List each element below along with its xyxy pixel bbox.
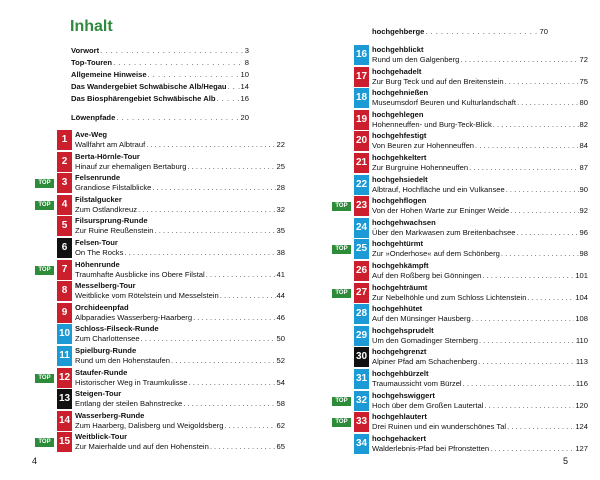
tour-entry[interactable] [35,152,283,172]
leader-dots [510,206,578,216]
tour-subtitle-row [75,291,285,301]
tour-subtitle: Zur Nebelhöhle und zum Schloss Lichtenstein [372,292,527,302]
tour-number-badge: 31 [354,369,369,389]
toc-row[interactable] [71,94,249,104]
top-badge: TOP [35,374,54,383]
tour-subtitle-row [372,77,588,87]
tour-subtitle-row [75,205,285,215]
top-badge: TOP [332,202,351,211]
tour-subtitle-row [75,334,285,344]
toc-row[interactable] [71,58,249,68]
tour-subtitle: Hinauf zur ehemaligen Bertaburg [75,161,187,171]
toc-row[interactable] [71,113,249,123]
tour-number-badge: 11 [57,346,72,366]
tour-entry[interactable] [35,303,283,323]
tour-entry[interactable] [332,412,586,432]
tour-title: hochgehhütet [372,304,423,314]
tour-page: 75 [579,76,588,86]
tour-title: hochgehträumt [372,282,428,292]
leader-dots [475,141,579,151]
tour-number-badge: 14 [57,411,72,431]
leader-dots [183,399,275,409]
tour-subtitle: Um den Gomadinger Sternberg [372,335,478,345]
tour-subtitle: Wallfahrt am Albtrauf [75,140,146,149]
tour-subtitle-row [75,356,285,366]
tour-title: Ave-Weg [75,130,108,139]
tour-entry[interactable] [332,67,586,87]
tour-title: Steigen-Tour [75,389,122,399]
toc-page: 16 [240,94,249,103]
tour-subtitle-row [75,378,285,388]
tour-entry[interactable] [35,324,283,344]
tour-entry[interactable] [332,110,586,130]
tour-title: hochgehsiedelt [372,174,428,184]
toc-page: 20 [240,113,249,122]
tour-entry[interactable] [35,195,283,215]
tour-entry[interactable] [332,153,586,173]
tour-subtitle: Zur »Onderhose« auf dem Schönberg [372,249,500,259]
leader-dots [100,46,244,56]
tour-entry[interactable] [332,326,586,346]
tour-page: 87 [579,163,588,172]
tour-subtitle: Rund um den Hohenstaufen [75,356,170,365]
tour-subtitle-row [75,162,285,172]
tour-number-badge: 13 [57,389,72,409]
tour-entry[interactable] [332,347,586,367]
tour-title: hochgehkeltert [372,153,427,162]
tour-subtitle: Traumhafte Ausblicke ins Obere Filstal [75,269,205,279]
tour-subtitle: Über den Markwasen zum Breitenbachsee [372,227,516,237]
tour-entry[interactable] [35,432,283,452]
tour-page: 62 [276,420,285,430]
tour-subtitle: Auf den Roßberg bei Gönningen [372,271,482,280]
tour-subtitle: Entlang der steilen Bahnstrecke [75,399,183,409]
top-badge: TOP [35,201,54,210]
tour-page: 52 [276,356,285,365]
leader-dots [484,401,574,411]
tour-page: 127 [575,443,588,453]
leader-dots [460,55,578,65]
tour-subtitle: Museumsdorf Beuren und Kulturlandschaft [372,98,516,108]
leader-dots [220,291,276,301]
tour-number-badge: 34 [354,434,369,454]
tour-subtitle: Alpiner Pfad am Schachenberg [372,357,478,367]
leader-dots [517,98,579,108]
toc-page: 14 [240,82,249,91]
leader-dots [505,77,579,87]
leader-dots [216,94,239,104]
leader-dots [490,444,574,454]
tour-page: 104 [575,292,588,302]
tour-title: hochgehnießen [372,88,429,98]
tour-subtitle-row [372,357,588,367]
tour-number-badge: 6 [57,238,72,258]
leader-dots [113,58,244,68]
tour-entry[interactable] [332,45,586,65]
leader-dots [478,357,575,367]
leader-dots [138,205,276,215]
tour-number-badge: 19 [354,110,369,130]
tour-number-badge: 24 [354,218,369,238]
tour-title: Berta-Hörnle-Tour [75,151,140,161]
tour-number-badge: 20 [354,131,369,151]
leader-dots [469,163,578,173]
tour-title: hochgehkämpft [372,261,429,270]
tour-subtitle-row [372,163,588,173]
tour-entry[interactable] [35,281,283,301]
toc-row[interactable] [71,70,249,80]
tour-page: 113 [575,357,588,367]
tour-number-badge: 3 [57,173,72,193]
toc-page: 10 [240,70,249,79]
tour-title: hochgehblickt [372,45,424,54]
tour-page: 54 [276,377,285,387]
tour-subtitle: Zum Ostlandkreuz [75,204,138,214]
tour-number-badge: 27 [354,283,369,303]
tour-page: 101 [575,271,588,280]
toc-row[interactable] [71,46,249,56]
leader-dots [507,422,574,432]
tour-subtitle: Zum Charlottensee [75,334,140,344]
tour-page: 22 [276,140,285,149]
tour-entry[interactable] [35,260,283,280]
top-badge: TOP [332,245,351,254]
tour-page: 38 [276,248,285,257]
tour-page: 116 [575,379,588,388]
tour-page: 46 [276,312,285,322]
tour-title: hochgehlegen [372,109,424,119]
tour-number-badge: 1 [57,130,72,150]
tour-subtitle: Von der Hohen Warte zur Eninger Weide [372,206,510,216]
tour-subtitle-row [372,98,588,108]
tour-page: 90 [579,184,588,194]
tour-subtitle-row [372,120,588,130]
top-badge: TOP [332,418,351,427]
top-badge: TOP [35,266,54,275]
leader-dots [479,336,575,346]
tour-subtitle: Hoch über dem Großen Lautertal [372,400,484,410]
tour-title: Weitblick-Tour [75,432,128,442]
tour-entry[interactable] [332,304,586,324]
tour-subtitle-row [372,336,588,346]
leader-dots [116,113,239,123]
tour-entry[interactable] [332,391,586,411]
tour-number-badge: 22 [354,175,369,195]
tour-number-badge: 10 [57,324,72,344]
tour-subtitle: Zum Haarberg, Dalisberg und Weigoldsberg [75,420,224,430]
tour-page: 44 [276,291,285,301]
tour-subtitle: Traumaussicht vom Bürzel [372,379,462,388]
tour-page: 80 [579,98,588,108]
tour-page: 96 [579,227,588,237]
tour-subtitle-row [372,379,588,389]
tour-title: hochgehfestigt [372,131,427,141]
tour-number-badge: 18 [354,88,369,108]
toc-label: Top-Touren [71,58,113,67]
leader-dots [517,228,579,238]
tour-subtitle: Zur Ruine Reußenstein [75,226,154,236]
tour-subtitle: Zur Maierhalde und auf den Hohenstein [75,442,209,452]
leader-dots [189,378,276,388]
leader-dots [155,226,276,236]
tour-entry[interactable] [332,369,586,389]
tour-subtitle: Zur Burg Teck und auf den Breitenstein [372,76,504,86]
tour-number-badge: 5 [57,216,72,236]
tour-subtitle-row [75,421,285,431]
tour-subtitle-row [372,249,588,259]
tour-title: Filsursprung-Runde [75,216,148,226]
tour-page: 110 [575,335,588,345]
tour-entry[interactable] [332,434,586,454]
tour-subtitle-row [75,226,285,236]
tour-subtitle-row [372,293,588,303]
leader-dots [528,293,575,303]
tour-entry[interactable] [35,173,283,193]
tour-subtitle-row [75,248,285,258]
tour-page: 124 [575,422,588,432]
toc-row[interactable] [71,82,249,92]
tour-number-badge: 28 [354,304,369,324]
tour-subtitle-row [372,444,588,454]
tour-page: 92 [579,206,588,216]
tour-title: Staufer-Runde [75,367,128,377]
tour-number-badge: 7 [57,260,72,280]
toc-label: Löwenpfade [71,113,116,122]
tour-entry[interactable] [332,131,586,151]
tour-page: 35 [276,226,285,236]
leader-dots [206,270,276,280]
tour-number-badge: 17 [354,67,369,87]
tour-page: 58 [276,399,285,409]
tour-title: Messelberg-Tour [75,281,136,291]
tour-title: hochgehackert [372,433,427,443]
tour-title: Höhenrunde [75,259,120,269]
tour-number-badge: 15 [57,432,72,452]
tour-subtitle: Grandiose Filstalblicke [75,183,152,193]
tour-entry[interactable] [35,346,283,366]
tour-number-badge: 30 [354,347,369,367]
tour-number-badge: 16 [354,45,369,65]
tour-subtitle-row [372,271,588,281]
tour-subtitle: Historischer Weg in Traumkulisse [75,377,188,387]
tour-title: hochgehgrenzt [372,347,427,357]
tour-subtitle-row [75,140,285,150]
tour-page: 50 [276,334,285,344]
tour-title: hochgehwachsen [372,217,436,227]
leader-dots [224,421,275,431]
page-number-left: 4 [32,456,38,466]
tour-subtitle-row [75,270,285,280]
tour-number-badge: 9 [57,303,72,323]
tour-entry[interactable] [332,218,586,238]
tour-title: Schloss-Filseck-Runde [75,324,159,334]
tour-title: hochgehsprudelt [372,325,434,335]
tour-entry[interactable] [35,130,283,150]
tour-subtitle: Albparadies Wasserberg-Haarberg [75,312,193,322]
tour-entry[interactable] [35,368,283,388]
tour-page: 65 [276,442,285,452]
tour-number-badge: 23 [354,196,369,216]
tour-page: 32 [276,204,285,214]
leader-dots [472,314,575,324]
toc-page: 70 [539,27,548,36]
toc-label: Das Wandergebiet Schwäbische Alb/Hegau [71,82,227,91]
toc-page: 3 [244,46,249,55]
page-title: Inhalt [70,18,113,35]
tour-subtitle-row [372,185,588,195]
top-badge: TOP [332,289,351,298]
tour-entry[interactable] [332,196,586,216]
tour-subtitle: Von Beuren zur Hohenneuffen [372,141,475,151]
leader-dots [187,162,275,172]
tour-subtitle-row [372,141,588,151]
tour-entry[interactable] [35,216,283,236]
leader-dots [493,120,579,130]
leader-dots [193,313,275,323]
tour-title: hochgehadelt [372,66,422,76]
leader-dots [148,70,240,80]
tour-title: hochgehlautert [372,412,427,422]
leader-dots [463,379,575,389]
tour-subtitle-row [75,442,285,452]
tour-subtitle-row [75,399,285,409]
tour-entry[interactable] [332,261,586,281]
leader-dots [141,334,276,344]
tour-entry[interactable] [332,283,586,303]
tour-number-badge: 12 [57,368,72,388]
tour-entry[interactable] [332,175,586,195]
tour-subtitle-row [372,206,588,216]
tour-subtitle-row [372,228,588,238]
tour-entry[interactable] [35,238,283,258]
tour-subtitle-row [75,313,285,323]
toc-row-hochgehberge[interactable] [372,27,548,37]
top-badge: TOP [35,179,54,188]
tour-page: 28 [276,183,285,193]
tour-number-badge: 21 [354,153,369,173]
tour-subtitle-row [372,401,588,411]
tour-subtitle: Hohenneuffen- und Burg-Teck-Blick [372,119,492,129]
leader-dots [425,27,538,37]
toc-label: hochgehberge [372,27,425,36]
toc-label: Das Biosphärengebiet Schwäbische Alb [71,94,216,103]
leader-dots [124,248,275,258]
top-badge: TOP [35,438,54,447]
leader-dots [146,140,275,150]
tour-title: Spielburg-Runde [75,346,137,355]
tour-page: 72 [579,55,588,64]
tour-subtitle: On The Rocks [75,248,124,257]
tour-subtitle: Rund um den Galgenberg [372,55,460,64]
tour-subtitle: Zur Burgruine Hohenneuffen [372,163,469,172]
tour-entry[interactable] [332,88,586,108]
tour-entry[interactable] [35,411,283,431]
tour-number-badge: 26 [354,261,369,281]
tour-subtitle: Albtrauf, Hochfläche und ein Vulkansee [372,184,505,194]
leader-dots [482,271,574,281]
tour-subtitle: Weitblicke vom Rötelstein und Messelstein [75,291,219,301]
tour-subtitle-row [372,55,588,65]
leader-dots [152,183,275,193]
leader-dots [228,82,240,92]
tour-number-badge: 29 [354,326,369,346]
leader-dots [171,356,276,366]
leader-dots [501,249,579,259]
tour-page: 25 [276,161,285,171]
tour-entry[interactable] [332,239,586,259]
toc-label: Allgemeine Hinweise [71,70,147,79]
tour-page: 108 [575,314,588,324]
tour-title: Orchideenpfad [75,302,129,312]
tour-subtitle: Walderlebnis-Pfad bei Pfronstetten [372,443,490,453]
tour-entry[interactable] [35,389,283,409]
tour-title: Felsenrunde [75,173,121,183]
tour-title: Filstalgucker [75,194,122,204]
tour-subtitle-row [75,183,285,193]
tour-title: hochgehflogen [372,196,427,206]
tour-page: 41 [276,269,285,279]
tour-page: 98 [579,249,588,259]
tour-title: hochgehbürzelt [372,369,429,378]
tour-number-badge: 32 [354,391,369,411]
tour-subtitle: Auf den Münsinger Hausberg [372,314,471,324]
leader-dots [506,185,579,195]
tour-subtitle-row [372,314,588,324]
tour-title: hochgehtürmt [372,239,424,249]
tour-page: 82 [579,119,588,129]
page-number-right: 5 [563,456,569,466]
toc-page: 8 [244,58,249,67]
tour-subtitle: Drei Ruinen und ein wunderschönes Tal [372,422,507,432]
tour-title: hochgehswiggert [372,390,435,400]
tour-number-badge: 4 [57,195,72,215]
tour-number-badge: 25 [354,239,369,259]
tour-number-badge: 33 [354,412,369,432]
leader-dots [210,442,276,452]
tour-subtitle-row [372,422,588,432]
tour-title: Wasserberg-Runde [75,410,145,420]
tour-number-badge: 8 [57,281,72,301]
tour-title: Felsen-Tour [75,238,118,247]
tour-page: 84 [579,141,588,151]
top-badge: TOP [332,397,351,406]
toc-label: Vorwort [71,46,100,55]
tour-number-badge: 2 [57,152,72,172]
tour-page: 120 [575,400,588,410]
